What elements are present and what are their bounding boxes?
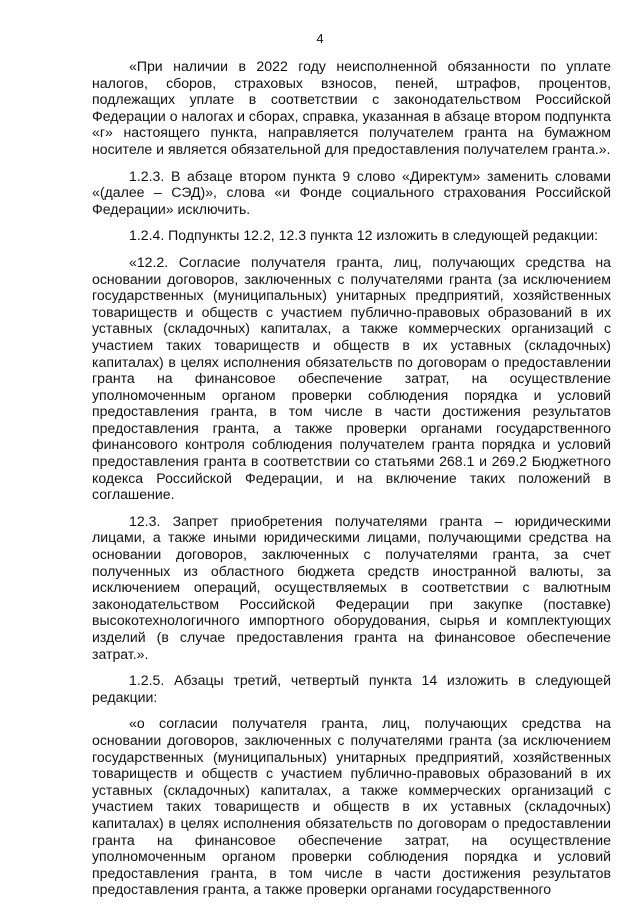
paragraph-1-2-3: 1.2.3. В абзаце втором пункта 9 слово «Директум» заменить словами «(далее – СЭД)», слова «и Фонде социального страхования Российской Федерации» исключить. (92, 167, 611, 217)
paragraph-consent-clause: «о согласии получателя гранта, лиц, получающих средства на основании договоров, заключенных с получателями гранта (за исключением государственных (муниципальных) унитарных предприятий, хозяйственных товариществ и обществ с участием публично-правовых образований в их уставных (складочных) капиталах, а также коммерческих организаций с участием таких товариществ и обществ в их уставных (складочных) капиталах) в целях исполнения обязательств по договорам о предоставлении гранта на финансовое обеспечение затрат, на осуществление уполномоченным органом проверки соблюдения порядка и условий предоставления гранта, в том числе в части достижения результатов предоставления гранта, а также проверки органами государственного (92, 715, 611, 898)
document-body (92, 58, 611, 898)
paragraph-12-3: 12.3. Запрет приобретения получателями гранта – юридическими лицами, а также иными юридическими лицами, получающими средства на основании договоров, заключенных с получателями гранта, за счет полученных из областного бюджета средств иностранной валюты, за исключением операций, осуществляемых в соответствии с валютным законодательством Российской Федерации при закупке (поставке) высокотехнологичного импортного оборудования, сырья и комплектующих изделий (в случае предоставления гранта на финансовое обеспечение затрат.». (92, 512, 611, 662)
page-number: 4 (316, 31, 324, 46)
paragraph-1-2-4: 1.2.4. Подпункты 12.2, 12.3 пункта 12 изложить в следующей редакции: (129, 227, 599, 244)
paragraph-1-2-5: 1.2.5. Абзацы третий, четвертый пункта 14 изложить в следующей редакции: (92, 672, 611, 705)
paragraph-tax-arrears: «При наличии в 2022 году неисполненной обязанности по уплате налогов, сборов, страховых взносов, пеней, штрафов, процентов, подлежащих уплате в соответствии с законодательством Российской Федерации о налогах и сборах, справка, указанная в абзаце втором подпункта «г» настоящего пункта, направляется получателем гранта на бумажном носителе и является обязательной для предоставления получателем гранта.». (92, 58, 611, 157)
paragraph-12-2: «12.2. Согласие получателя гранта, лиц, получающих средства на основании договоров, заключенных с получателями гранта (за исключением государственных (муниципальных) унитарных предприятий, хозяйственных товариществ и обществ с участием публично-правовых образований в их уставных (складочных) капиталах, а также коммерческих организаций с участием таких товариществ и обществ в их уставных (складочных) капиталах) в целях исполнения обязательств по договорам о предоставлении гранта на финансовое обеспечение затрат, на осуществление уполномоченным органом проверки соблюдения порядка и условий предоставления гранта, в том числе в части достижения результатов предоставления гранта, а также проверки органами государственного финансового контроля соблюдения получателем гранта порядка и условий предоставления гранта в соответствии со статьями 268.1 и 269.2 Бюджетного кодекса Российской Федерации, и на включение таких положений в соглашение. (92, 253, 611, 503)
